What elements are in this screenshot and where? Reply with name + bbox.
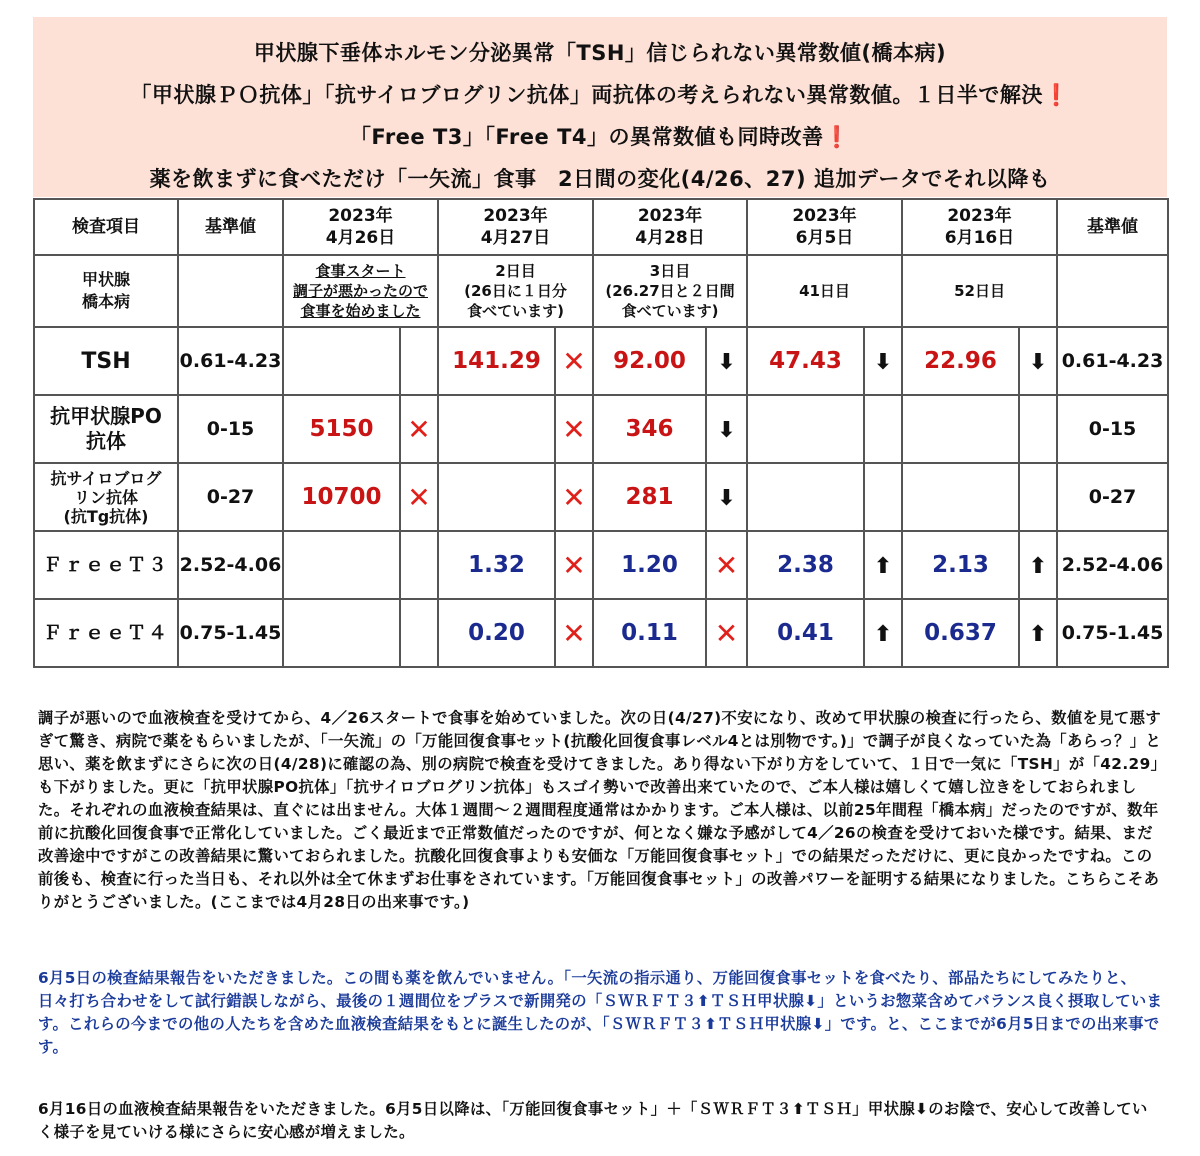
value-cell: 0.11 <box>593 599 706 667</box>
arrow-down-icon: ⬇ <box>1028 350 1048 375</box>
col-header-item: 検査項目 <box>34 199 178 255</box>
standard-value: 0.61-4.23 <box>178 327 283 395</box>
cross-icon: ✕ <box>562 480 586 514</box>
value-cell: 0.41 <box>747 599 864 667</box>
title-line-4: 薬を飲まずに食べただけ「一矢流」食事 2日間の変化(4/26、27) 追加データでそれ以降も <box>149 167 1051 191</box>
cross-icon: ✕ <box>714 616 739 650</box>
arrow-down-icon: ⬇ <box>873 350 893 375</box>
arrow-down-icon: ⬇ <box>717 418 736 443</box>
table-header-row <box>34 199 1168 255</box>
standard-value: 2.52-4.06 <box>1057 531 1168 599</box>
mark-cell <box>555 327 593 395</box>
report-paragraph-3: 6月16日の血液検査結果報告をいただきました。6月5日以降は、「万能回復食事セット」＋「ＳＷＲＦＴ３⬆ＴＳＨ」甲状腺⬇のお陰で、安心して改善していく様子を見ていける様にさらに安心感が増えました。 <box>38 1100 1148 1141</box>
arrow-down-icon: ⬇ <box>717 350 736 375</box>
mark-cell <box>555 531 593 599</box>
table-row <box>34 463 1168 531</box>
cross-icon: ✕ <box>562 344 586 378</box>
value-cell: 281 <box>593 463 706 531</box>
day-note-1: 食事スタート 調子が悪かったので 食事を始めました <box>283 255 438 327</box>
day-note-5: 52日目 <box>902 255 1057 327</box>
value-cell: 0.20 <box>438 599 555 667</box>
mark-cell <box>706 531 747 599</box>
value-cell <box>283 531 400 599</box>
col-header-date-2: 2023年 4月27日 <box>438 199 593 255</box>
value-cell: 92.00 <box>593 327 706 395</box>
standard-value: 0.75-1.45 <box>178 599 283 667</box>
mark-cell <box>1019 395 1057 463</box>
value-cell: 0.637 <box>902 599 1019 667</box>
value-cell <box>438 395 555 463</box>
col-header-date-1: 2023年 4月26日 <box>283 199 438 255</box>
blood-test-table <box>33 198 1169 668</box>
value-cell: 2.13 <box>902 531 1019 599</box>
day-note-3: 3日目 (26.27日と２日間 食べています) <box>593 255 747 327</box>
value-cell <box>747 463 864 531</box>
arrow-up-icon: ⬆ <box>873 554 893 579</box>
title-line-3-text: 「Free T3」「Free T4」の異常数値も同時改善 <box>349 125 824 149</box>
col-header-standard: 基準値 <box>178 199 283 255</box>
value-cell <box>283 599 400 667</box>
standard-value: 2.52-4.06 <box>178 531 283 599</box>
title-line-2-text: 「甲状腺ＰＯ抗体」「抗サイロブログリン抗体」両抗体の考えられない異常数値。１日半で解決 <box>130 83 1043 107</box>
report-paragraph-2: 6月5日の検査結果報告をいただきました。この間も薬を飲んでいません。「一矢流の指示通り、万能回復食事セットを食べたり、部品たちにしてみたりと、日々打ち合わせをして試行錯誤しながら、最後の１週間位をプラスで新開発の「ＳＷＲＦＴ３⬆ＴＳＨ甲状腺⬇」というお惣菜含めてバランス良く摂取しています。これらの今までの他の人たちを含めた血液検査結果をもとに誕生したのが、「ＳＷＲＦＴ３⬆ＴＳＨ甲状腺⬇」です。と、ここまでが6月5日までの出来事です。 <box>38 969 1163 1056</box>
value-cell <box>902 463 1019 531</box>
col-header-date-5: 2023年 6月16日 <box>902 199 1057 255</box>
day-note-2: 2日目 (26日に１日分 食べています) <box>438 255 593 327</box>
mark-cell <box>864 599 902 667</box>
cross-icon: ✕ <box>407 412 431 446</box>
table-row <box>34 395 1168 463</box>
value-cell: 1.32 <box>438 531 555 599</box>
title-banner <box>33 17 1167 197</box>
mark-cell <box>555 463 593 531</box>
value-cell: 22.96 <box>902 327 1019 395</box>
cross-icon: ✕ <box>714 548 739 582</box>
standard-value: 0-15 <box>1057 395 1168 463</box>
table-row <box>34 531 1168 599</box>
title-line-1: 甲状腺下垂体ホルモン分泌異常「TSH」信じられない異常数値(橋本病) <box>253 41 947 65</box>
mark-cell <box>864 463 902 531</box>
title-line-3 <box>33 121 1167 151</box>
mark-cell <box>400 531 438 599</box>
mark-cell <box>400 599 438 667</box>
arrow-up-icon: ⬆ <box>1028 622 1048 647</box>
table-subheader-row <box>34 255 1168 327</box>
exclamation-icon: ❗ <box>823 125 851 149</box>
cross-icon: ✕ <box>562 616 586 650</box>
mark-cell <box>706 327 747 395</box>
standard-value: 0-27 <box>178 463 283 531</box>
standard-value: 0-27 <box>1057 463 1168 531</box>
blank-cell <box>178 255 283 327</box>
day-note-4: 41日目 <box>747 255 902 327</box>
value-cell: 10700 <box>283 463 400 531</box>
mark-cell <box>864 531 902 599</box>
standard-value: 0-15 <box>178 395 283 463</box>
value-cell <box>747 395 864 463</box>
arrow-up-icon: ⬆ <box>1028 554 1048 579</box>
cross-icon: ✕ <box>562 548 586 582</box>
col-header-standard-2: 基準値 <box>1057 199 1168 255</box>
cross-icon: ✕ <box>407 480 431 514</box>
mark-cell <box>400 395 438 463</box>
value-cell: 346 <box>593 395 706 463</box>
mark-cell <box>1019 327 1057 395</box>
mark-cell <box>1019 463 1057 531</box>
table-row <box>34 327 1168 395</box>
cross-icon: ✕ <box>562 412 586 446</box>
col-header-date-4: 2023年 6月5日 <box>747 199 902 255</box>
item-tsh: TSH <box>34 327 178 395</box>
report-paragraph-1: 調子が悪いので血液検査を受けてから、4／26スタートで食事を始めていました。次の日(4/27)不安になり、改めて甲状腺の検査に行ったら、数値を見て悪すぎて驚き、病院で薬をもらいましたが、「一矢流」の「万能回復食事セット(抗酸化回復食事レベル4とは別物です。)」で調子が良くなっていた為「あらっ？」と思い、薬を飲まずにさらに次の日(4/28)に確認の為、別の病院で検査を受けてきました。あり得ない下がり方をしていて、１日で一気に「TSH」が「42.29」も下がりました。更に「抗甲状腺PO抗体」「抗サイロブログリン抗体」もスゴイ勢いで改善出来ていたので、ご本人様は嬉しくて嬉し泣きをしておられました。それぞれの血液検査結果は、直ぐには出ません。大体１週間～２週間程度通常はかかります。ご本人様は、以前25年間程「橋本病」だったのですが、数年前に抗酸化回復食事で正常化していました。ごく最近まで正常数値だったのですが、何となく嫌な予感がして4／26の検査を受けておいた様です。結果、まだ改善途中ですがこの改善結果に驚いておられました。抗酸化回復食事よりも安価な「万能回復食事セット」での結果だっただけに、更に良かったですね。この前後も、検査に行った当日も、それ以外は全て休まずお仕事をされています。「万能回復食事セット」の改善パワーを証明する結果になりました。こちらこそありがとうございました。(ここまでは4月28日の出来事です。) <box>38 709 1162 911</box>
value-cell <box>438 463 555 531</box>
disease-label: 甲状腺 橋本病 <box>34 255 178 327</box>
arrow-up-icon: ⬆ <box>873 622 893 647</box>
mark-cell <box>1019 531 1057 599</box>
title-line-2 <box>33 79 1167 109</box>
mark-cell <box>400 463 438 531</box>
blank-cell <box>1057 255 1168 327</box>
col-header-date-3: 2023年 4月28日 <box>593 199 747 255</box>
value-cell: 2.38 <box>747 531 864 599</box>
mark-cell <box>1019 599 1057 667</box>
standard-value: 0.61-4.23 <box>1057 327 1168 395</box>
mark-cell <box>706 395 747 463</box>
arrow-down-icon: ⬇ <box>717 486 736 511</box>
mark-cell <box>555 395 593 463</box>
table-row <box>34 599 1168 667</box>
value-cell <box>283 327 400 395</box>
mark-cell <box>706 599 747 667</box>
mark-cell <box>555 599 593 667</box>
item-tg-antibody: 抗サイロブログ リン抗体 (抗Tg抗体) <box>34 463 178 531</box>
item-tpo-antibody: 抗甲状腺PO 抗体 <box>34 395 178 463</box>
item-free-t4: ＦｒｅｅＴ４ <box>34 599 178 667</box>
value-cell: 5150 <box>283 395 400 463</box>
value-cell: 47.43 <box>747 327 864 395</box>
exclamation-icon: ❗ <box>1042 83 1070 107</box>
value-cell <box>902 395 1019 463</box>
standard-value: 0.75-1.45 <box>1057 599 1168 667</box>
mark-cell <box>864 395 902 463</box>
value-cell: 1.20 <box>593 531 706 599</box>
item-free-t3: ＦｒｅｅＴ３ <box>34 531 178 599</box>
value-cell: 141.29 <box>438 327 555 395</box>
mark-cell <box>706 463 747 531</box>
mark-cell <box>864 327 902 395</box>
mark-cell <box>400 327 438 395</box>
